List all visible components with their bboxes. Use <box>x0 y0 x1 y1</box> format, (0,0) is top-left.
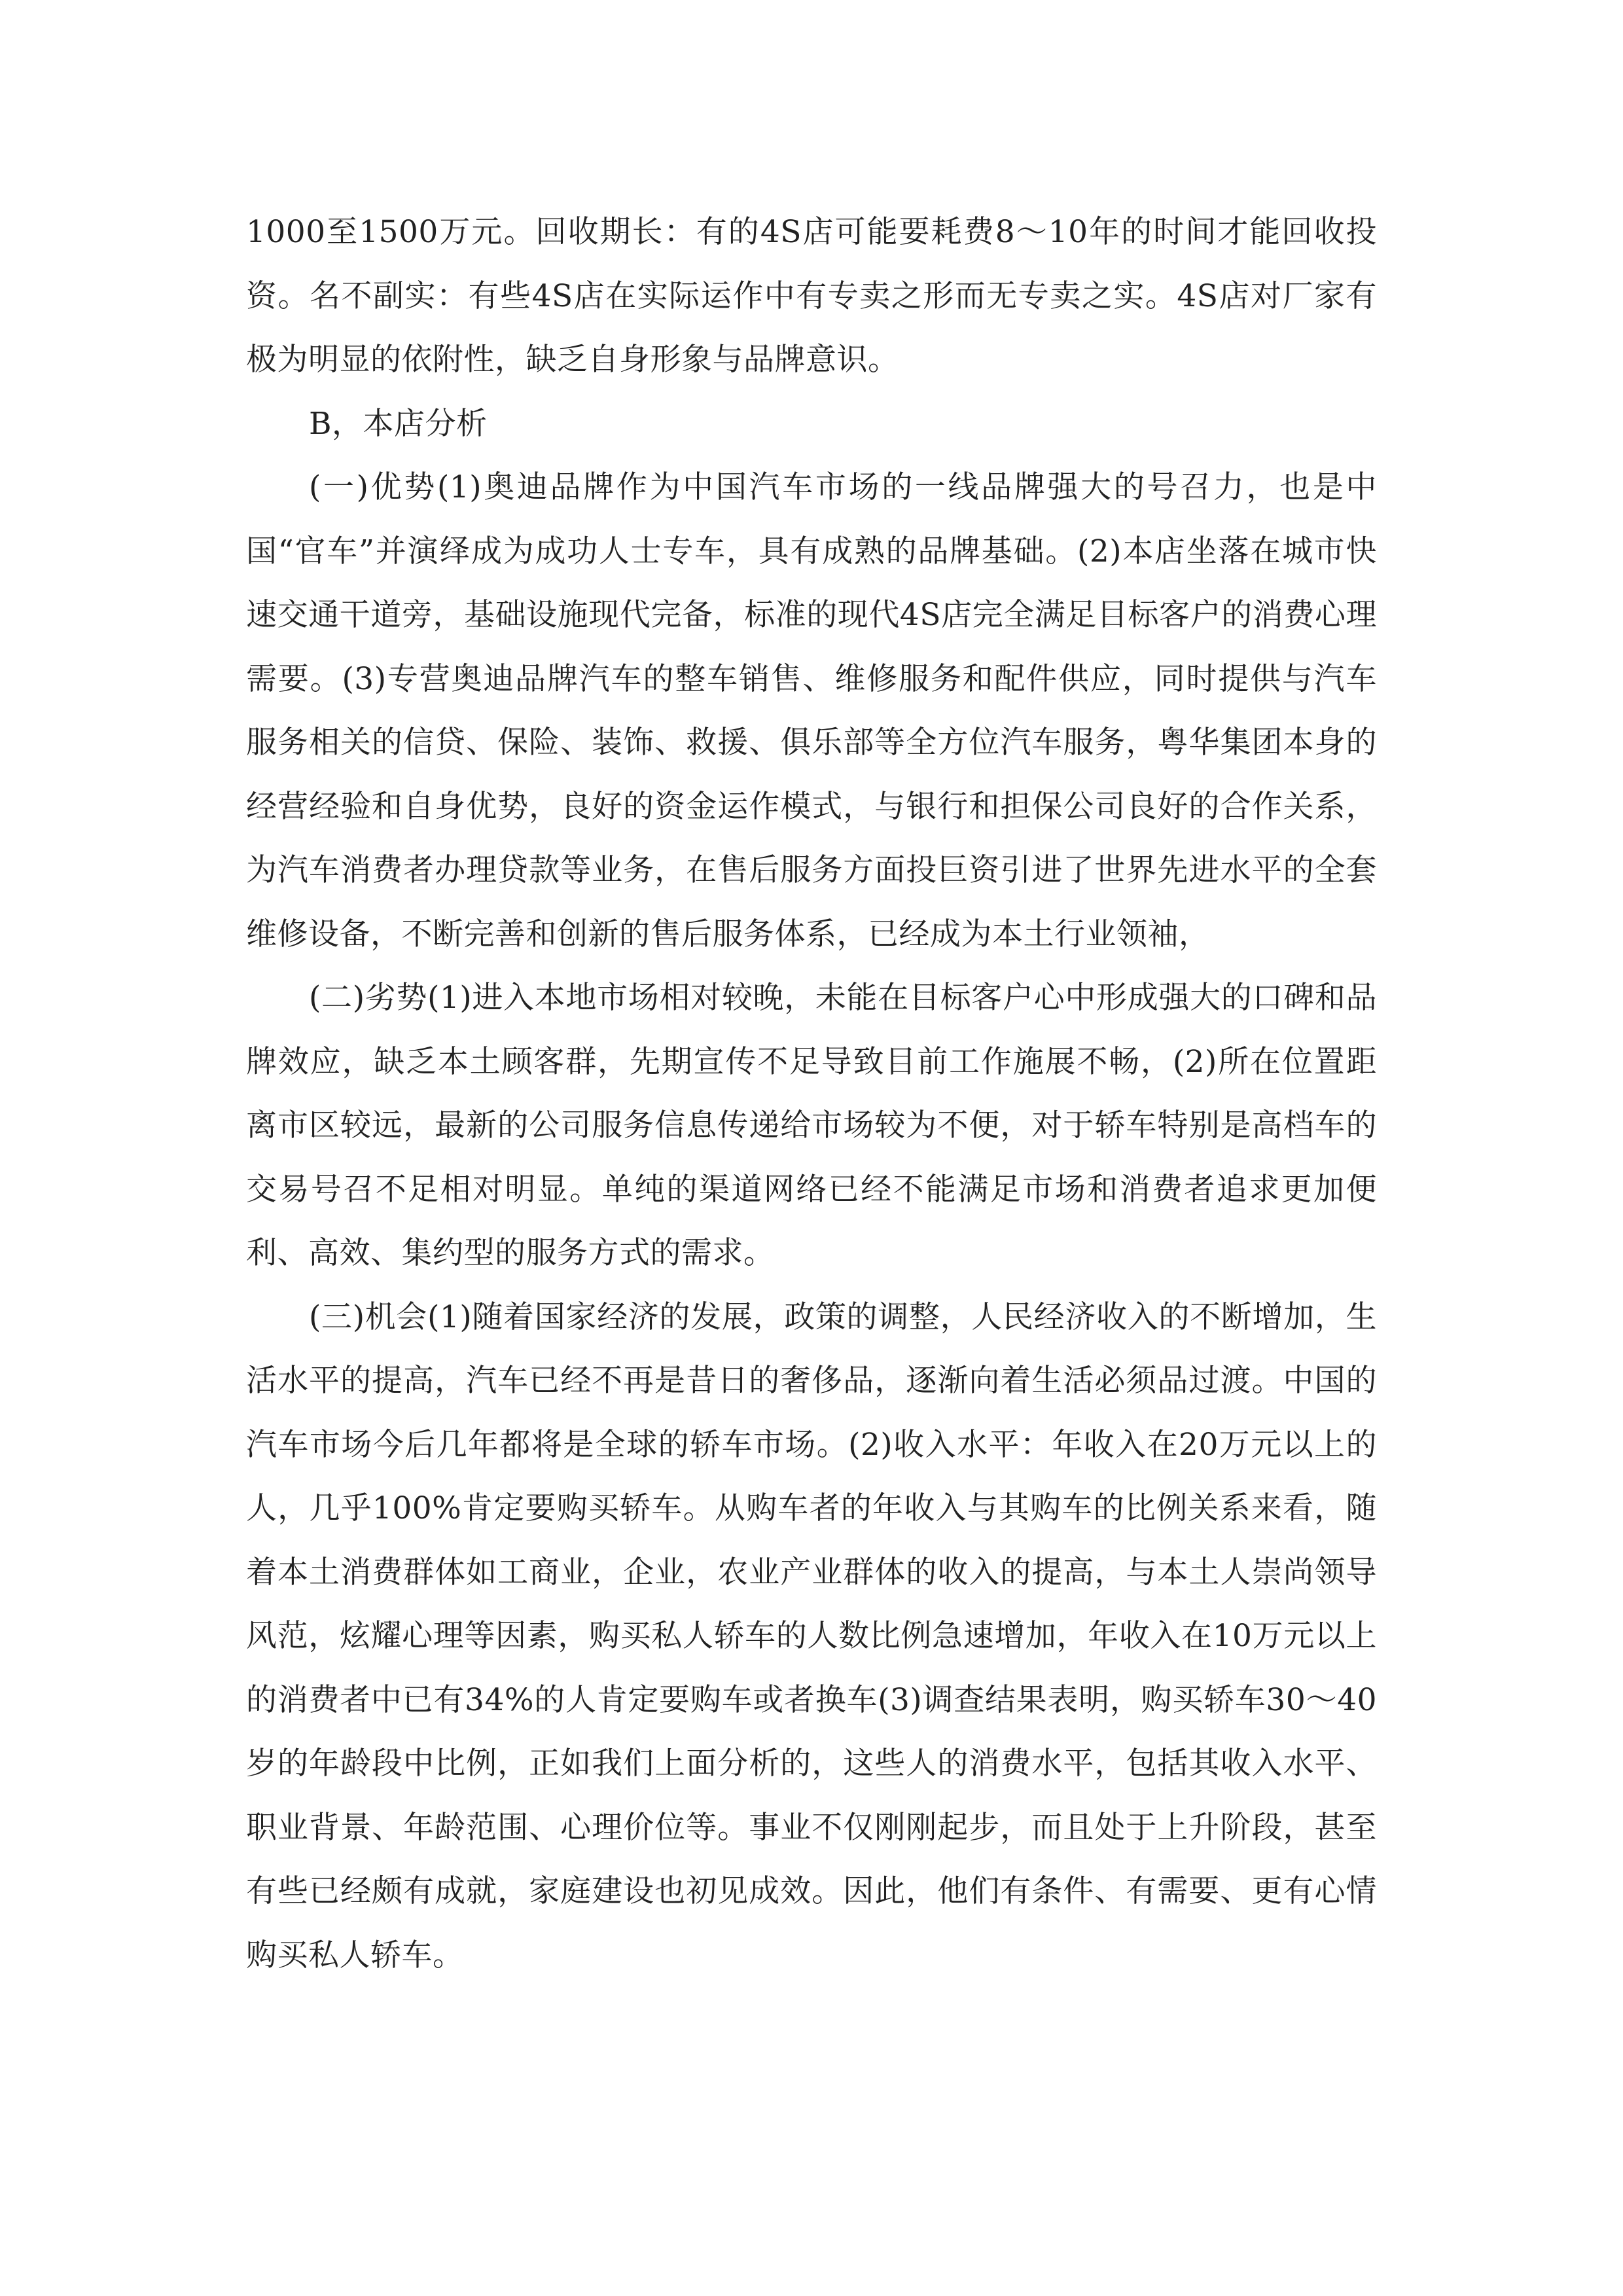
paragraph-cost-overview: 1000至1500万元。回收期长：有的4S店可能要耗费8～10年的时间才能回收投资。名不副实：有些4S店在实际运作中有专卖之形而无专卖之实。4S店对厂家有极为明显的依附性，缺乏自身形象与品牌意识。 <box>246 214 1377 378</box>
body-text <box>246 200 1377 1987</box>
paragraph-strengths: (一)优势(1)奥迪品牌作为中国汽车市场的一线品牌强大的号召力，也是中国“官车”并演绎成为成功人士专车，具有成熟的品牌基础。(2)本店坐落在城市快速交通干道旁，基础设施现代完备，标准的现代4S店完全满足目标客户的消费心理需要。(3)专营奥迪品牌汽车的整车销售、维修服务和配件供应，同时提供与汽车服务相关的信贷、保险、装饰、救援、俱乐部等全方位汽车服务，粤华集团本身的经营经验和自身优势，良好的资金运作模式，与银行和担保公司良好的合作关系，为汽车消费者办理贷款等业务，在售后服务方面投巨资引进了世界先进水平的全套维修设备，不断完善和创新的售后服务体系，已经成为本土行业领袖， <box>246 469 1377 952</box>
section-heading-store-analysis: B，本店分析 <box>309 405 488 442</box>
paragraph-weaknesses: (二)劣势(1)进入本地市场相对较晚，未能在目标客户心中形成强大的口碑和品牌效应，缺乏本土顾客群，先期宣传不足导致目前工作施展不畅，(2)所在位置距离市区较远，最新的公司服务信息传递给市场较为不便，对于轿车特别是高档车的交易号召不足相对明显。单纯的渠道网络已经不能满足市场和消费者追求更加便利、高效、集约型的服务方式的需求。 <box>246 980 1377 1271</box>
paragraph-opportunities: (三)机会(1)随着国家经济的发展，政策的调整，人民经济收入的不断增加，生活水平的提高，汽车已经不再是昔日的奢侈品，逐渐向着生活必须品过渡。中国的汽车市场今后几年都将是全球的轿车市场。(2)收入水平：年收入在20万元以上的人，几乎100%肯定要购买轿车。从购车者的年收入与其购车的比例关系来看，随着本土消费群体如工商业，企业，农业产业群体的收入的提高，与本土人崇尚领导风范，炫耀心理等因素，购买私人轿车的人数比例急速增加，年收入在10万元以上的消费者中已有34%的人肯定要购车或者换车(3)调查结果表明，购买轿车30～40岁的年龄段中比例，正如我们上面分析的，这些人的消费水平，包括其收入水平、职业背景、年龄范围、心理价位等。事业不仅刚刚起步，而且处于上升阶段，甚至有些已经颇有成就，家庭建设也初见成效。因此，他们有条件、有需要、更有心情购买私人轿车。 <box>246 1299 1377 1973</box>
